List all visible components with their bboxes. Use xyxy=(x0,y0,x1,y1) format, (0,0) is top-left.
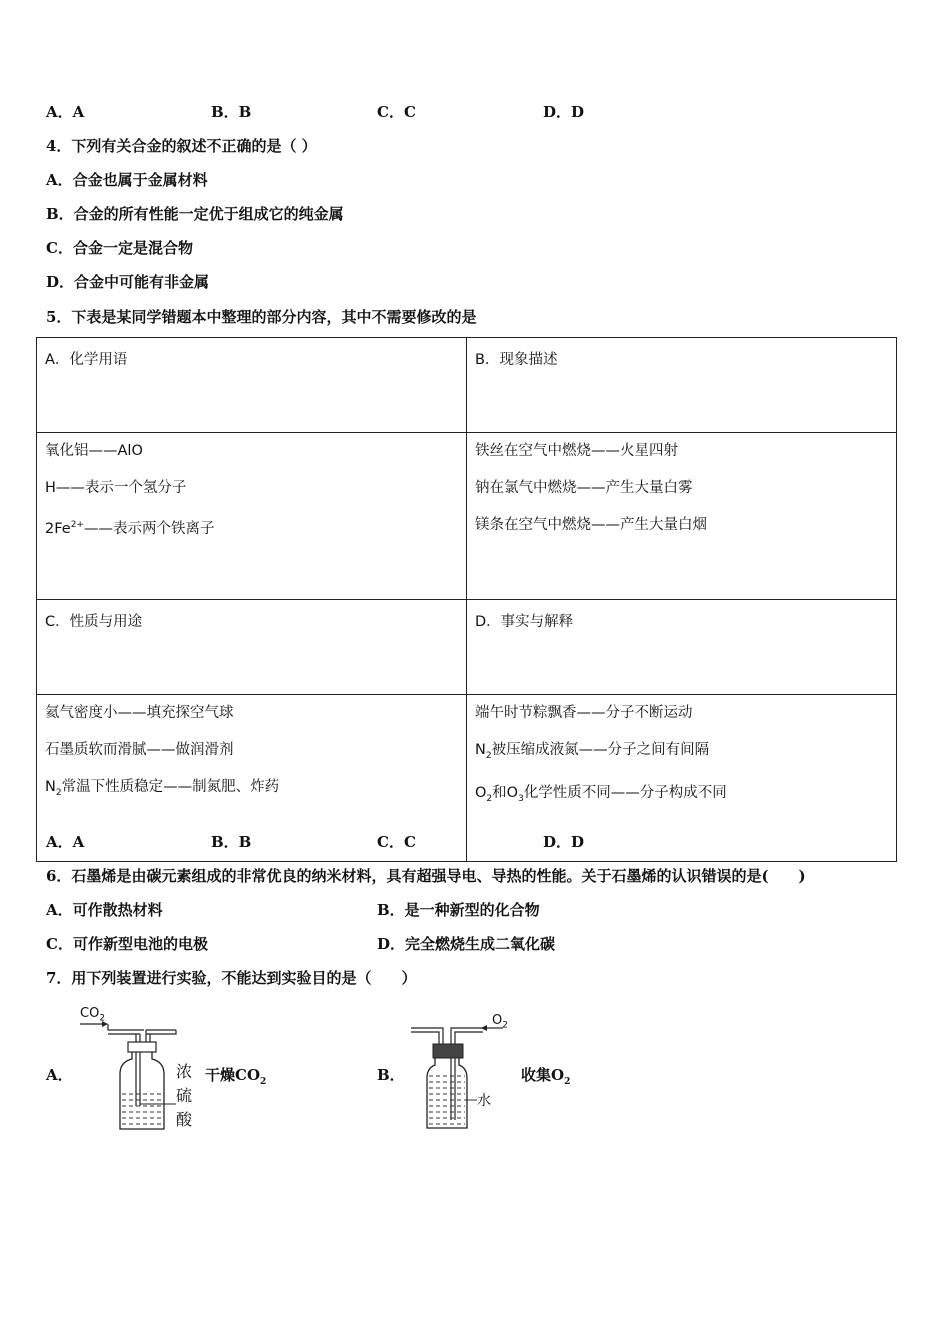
q4-stem: 4．下列有关合金的叙述不正确的是（ ） xyxy=(46,137,317,155)
q5-b-row: 镁条在空气中燃烧——产生大量白烟 xyxy=(475,517,707,533)
q7-a-caption-sub: 2 xyxy=(260,1077,267,1087)
q5-c-title: C．性质与用途 xyxy=(45,614,143,630)
q7-b-caption-sub: 2 xyxy=(564,1077,571,1087)
q5-c-row xyxy=(45,777,458,803)
q5-d-title: D．事实与解释 xyxy=(475,614,574,630)
q7-b-caption-text: 收集O xyxy=(521,1066,565,1084)
q5-cell-a-title xyxy=(37,338,467,433)
q7-a-caption xyxy=(205,1064,266,1087)
q5-b-row: 铁丝在空气中燃烧——火星四射 xyxy=(475,443,678,459)
q5-c-row-desc: 常温下性质稳定——制氮肥、炸药 xyxy=(61,779,280,795)
q5-c-row-formula: N xyxy=(45,779,56,795)
q5-cell-b-content xyxy=(467,433,897,600)
q7-b-reagent: 水 xyxy=(477,1093,491,1109)
q5-option-d: D．D xyxy=(543,833,585,851)
q5-c-row: 氦气密度小——填充探空气球 xyxy=(45,705,234,721)
q4-option-a: A．合金也属于金属材料 xyxy=(46,171,208,189)
q5-cell-c-title xyxy=(37,600,467,695)
q5-a-row: 氧化铝——AlO xyxy=(45,443,143,459)
q6-option-c: C．可作新型电池的电极 xyxy=(46,935,208,953)
q7-a-caption-text: 干燥CO xyxy=(205,1066,261,1084)
q7-a-label: A． xyxy=(46,1066,73,1084)
q7-a-gas-sub: 2 xyxy=(99,1013,106,1024)
q5-d-row-formula: O xyxy=(475,784,487,801)
q5-d-row xyxy=(475,740,888,766)
q5-cell-d-title xyxy=(467,600,897,695)
q5-d-row: 端午时节粽飘香——分子不断运动 xyxy=(475,705,693,721)
q5-cell-d-content xyxy=(467,695,897,862)
q5-option-b: B．B xyxy=(211,833,252,851)
q5-a-row-formula: 2Fe xyxy=(45,520,71,537)
q5-b-row: 钠在氯气中燃烧——产生大量白雾 xyxy=(475,480,693,496)
q7-stem: 7．用下列装置进行实验，不能达到实验目的是（ ） xyxy=(46,969,417,987)
q7-b-label: B． xyxy=(377,1066,405,1084)
q5-d-row-sub: 2 xyxy=(486,793,493,804)
q7-b-gas: O xyxy=(492,1013,503,1028)
q5-d-row-sub2: 3 xyxy=(518,793,524,804)
q5-a-title: A．化学用语 xyxy=(45,352,128,368)
q4-option-d: D．合金中可能有非金属 xyxy=(46,273,210,291)
q7-b-caption xyxy=(521,1064,570,1087)
q5-stem: 5．下表是某同学错题本中整理的部分内容，其中不需要修改的是 xyxy=(46,308,477,326)
q6-option-d: D．完全燃烧生成二氧化碳 xyxy=(377,935,556,953)
q5-d-row-desc: 被压缩成液氮——分子之间有间隔 xyxy=(491,742,710,758)
q7-a-reagent-3: 酸 xyxy=(176,1110,193,1129)
q5-d-row xyxy=(475,783,888,809)
q5-cell-b-title xyxy=(467,338,897,433)
q5-c-row: 石墨质软而滑腻——做润滑剂 xyxy=(45,742,234,758)
q5-a-row-charge: 2+ xyxy=(70,520,84,530)
q6-stem: 6．石墨烯是由碳元素组成的非常优良的纳米材料，具有超强导电、导热的性能。关于石墨烯的认识错误的是( ) xyxy=(46,867,806,885)
q7-a-gas-label xyxy=(80,1006,105,1024)
q5-a-row-desc: ——表示两个铁离子 xyxy=(83,520,215,537)
q6-option-b: B．是一种新型的化合物 xyxy=(377,901,540,919)
q7-a-gas: CO xyxy=(80,1006,100,1021)
q5-option-c: C．C xyxy=(377,833,416,851)
q3-option-d: D．D xyxy=(543,103,585,121)
q5-b-title: B．现象描述 xyxy=(475,352,558,368)
q7-a-apparatus xyxy=(76,1004,186,1138)
q7-a-reagent-2: 硫 xyxy=(176,1086,193,1105)
q5-option-a: A．A xyxy=(46,833,85,851)
q5-d-row-formula: N xyxy=(475,742,486,758)
q7-b-gas-sub: 2 xyxy=(502,1020,508,1031)
q5-table xyxy=(36,337,897,862)
q4-option-c: C．合金一定是混合物 xyxy=(46,239,193,257)
q5-c-row-sub: 2 xyxy=(55,787,62,798)
q5-a-row xyxy=(45,515,458,539)
q5-cell-a-content xyxy=(37,433,467,600)
q7-b-gas-label xyxy=(492,1013,508,1031)
q5-d-row-sub: 2 xyxy=(485,750,492,761)
q6-option-a: A．可作散热材料 xyxy=(46,901,163,919)
q5-a-row: H——表示一个氢分子 xyxy=(45,480,187,496)
q3-option-c: C．C xyxy=(377,103,416,121)
q5-d-row-desc: 化学性质不同——分子构成不同 xyxy=(523,784,727,801)
q4-option-b: B．合金的所有性能一定优于组成它的纯金属 xyxy=(46,205,344,223)
q3-option-a: A．A xyxy=(46,103,85,121)
q5-d-row-formula2: 和O xyxy=(492,784,519,801)
q7-a-reagent-1: 浓 xyxy=(176,1062,193,1081)
q3-option-b: B．B xyxy=(211,103,252,121)
